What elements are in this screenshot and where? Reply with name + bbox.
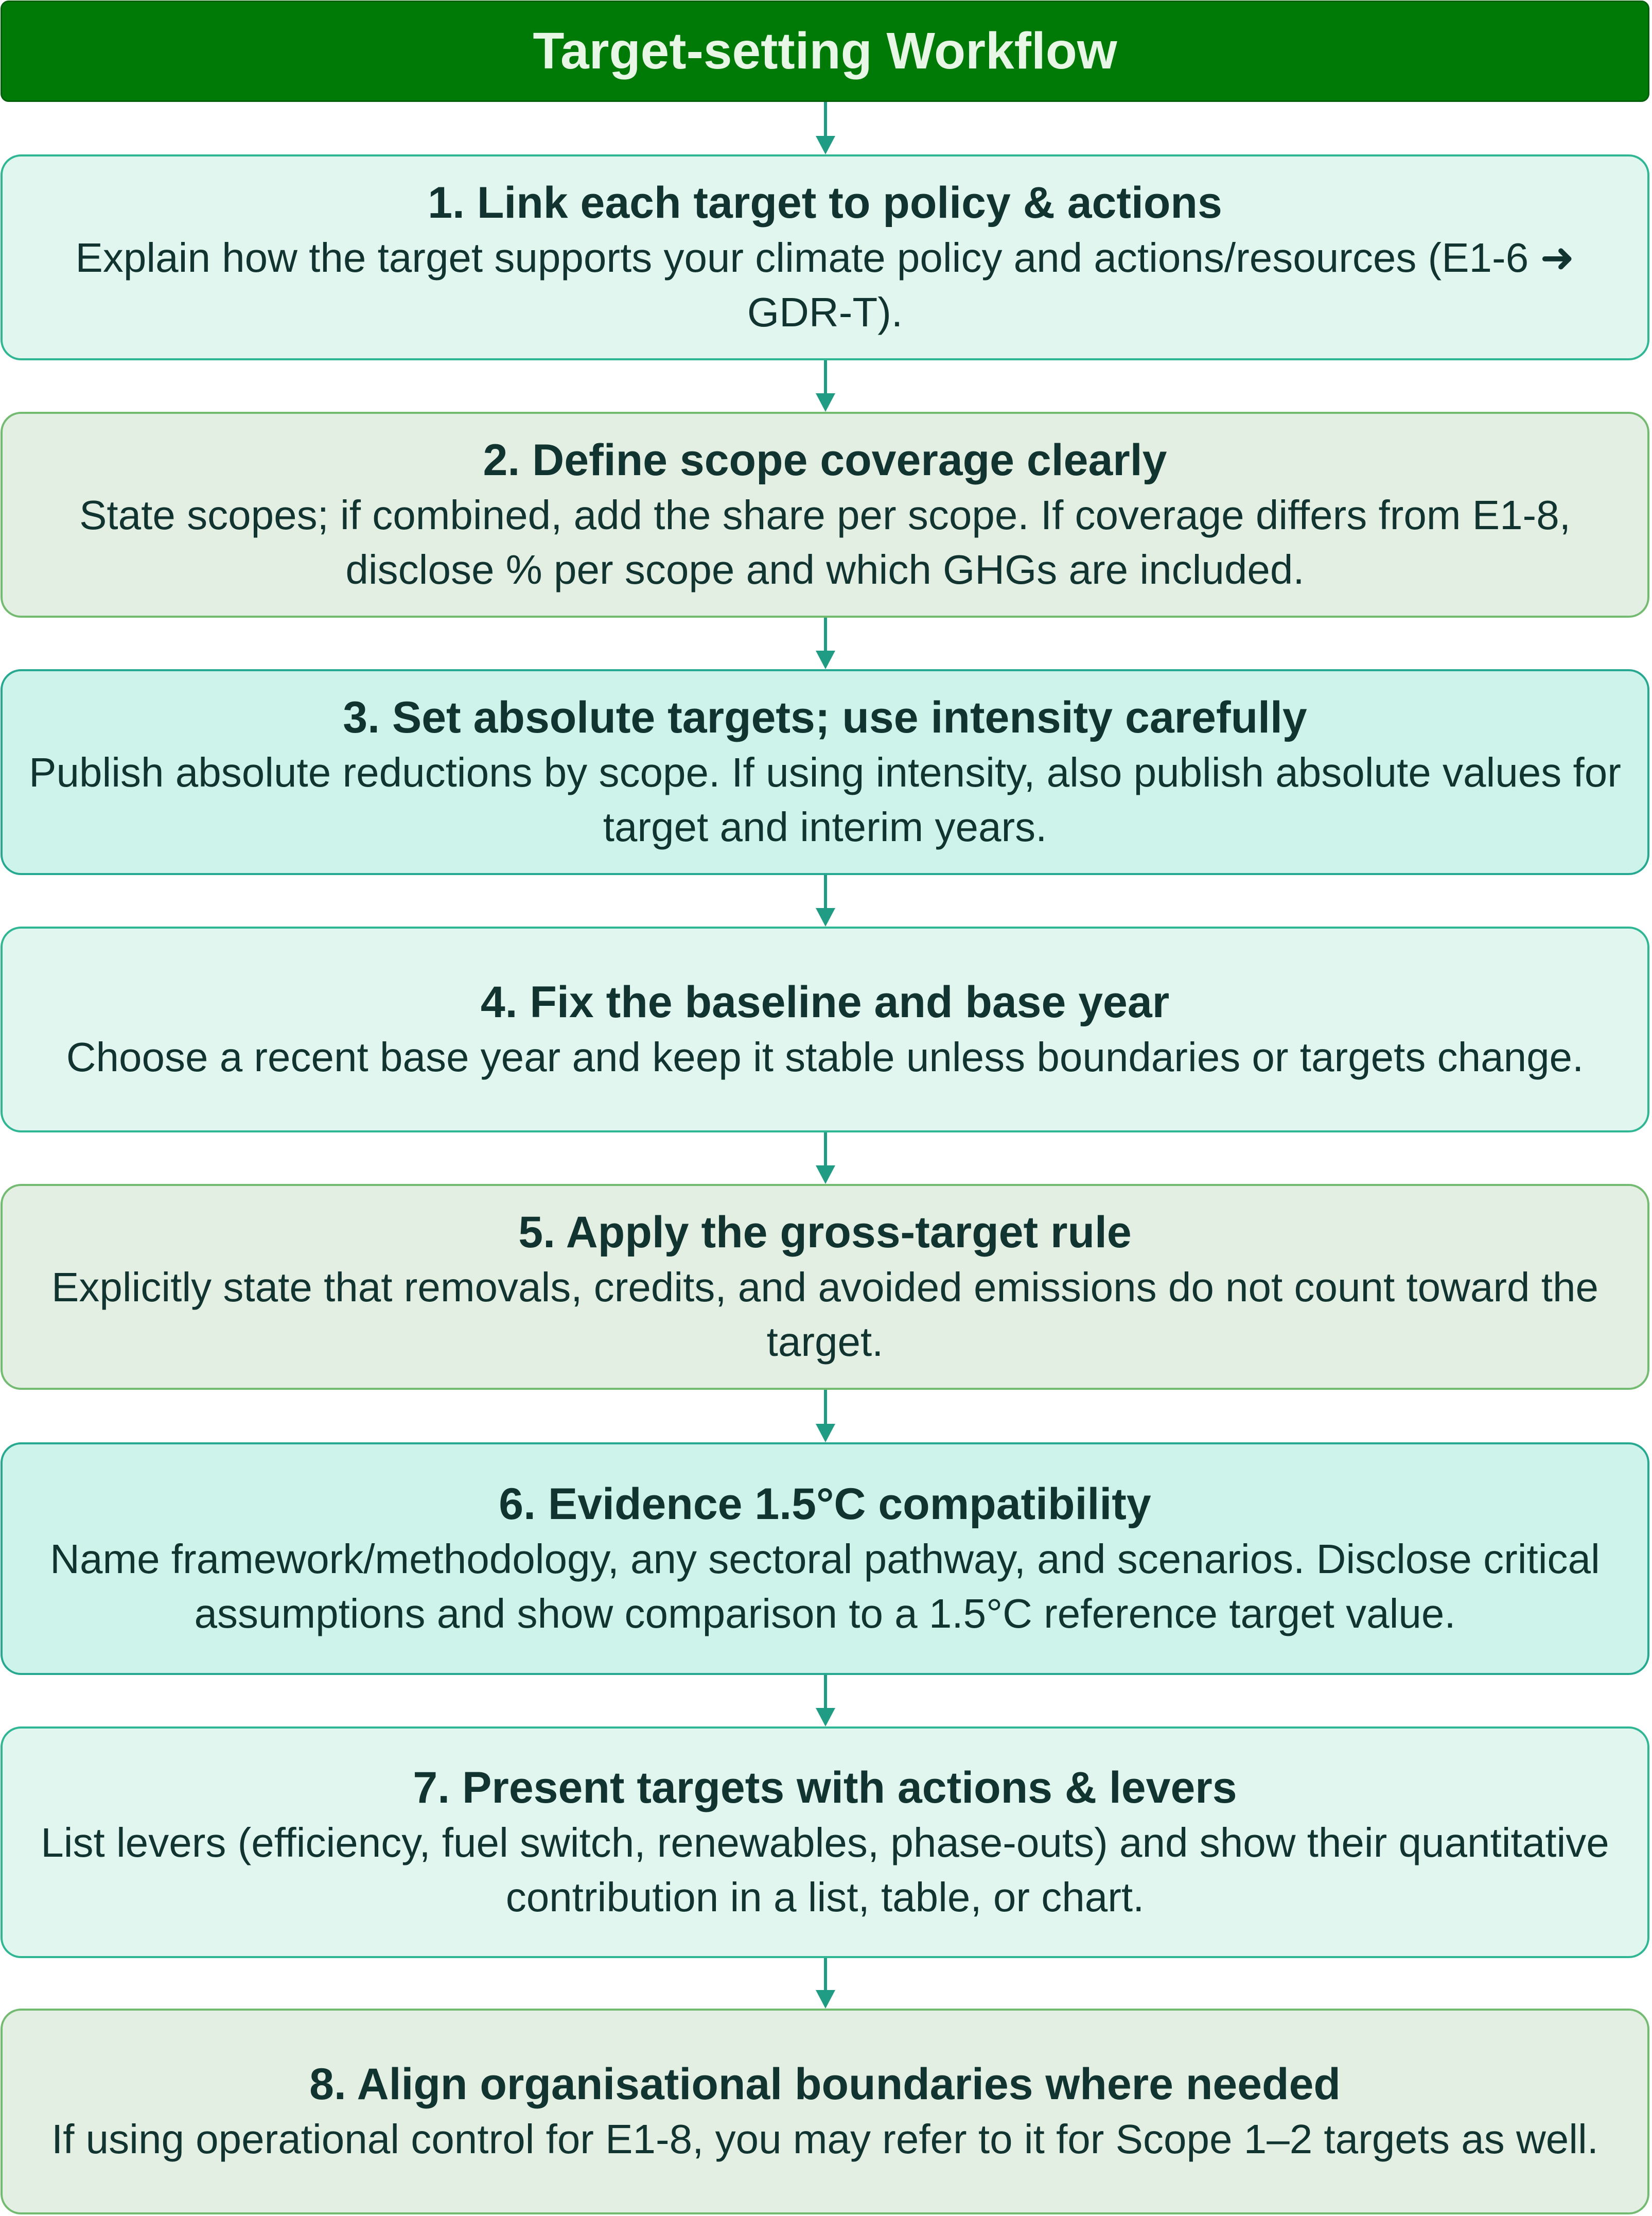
step-card-6 — [1, 1442, 1649, 1675]
step-description: If using operational control for E1-8, you may refer to it for Scope 1–2 targets as well. — [51, 2116, 1598, 2162]
step-description: State scopes; if combined, add the share per scope. If coverage differs from E1-8, disclose % per scope and which GHGs are included. — [79, 492, 1571, 592]
step-card-1 — [1, 154, 1649, 360]
connector-line — [824, 618, 827, 651]
step-title: 4. Fix the baseline and base year — [480, 978, 1170, 1027]
connector-line — [824, 1675, 827, 1708]
step-description: Explicitly state that removals, credits, and avoided emissions do not count toward the target. — [51, 1264, 1598, 1365]
arrow-down-icon — [816, 651, 835, 669]
connector-line — [824, 360, 827, 393]
arrow-down-icon — [816, 1424, 835, 1442]
step-title: 2. Define scope coverage clearly — [483, 435, 1167, 485]
arrow-down-icon — [816, 393, 835, 412]
arrow-down-icon — [816, 1165, 835, 1184]
connector-line — [824, 1958, 827, 1990]
connector-line — [824, 102, 827, 136]
step-title: 6. Evidence 1.5°C compatibility — [499, 1479, 1151, 1529]
step-description: List levers (efficiency, fuel switch, renewables, phase-outs) and show their quantitative contribution in a list, table, or chart. — [41, 1820, 1609, 1920]
arrow-down-icon — [816, 136, 835, 154]
step-card-4 — [1, 927, 1649, 1132]
connector-line — [824, 1132, 827, 1165]
step-description: Explain how the target supports your climate policy and actions/resources (E1-6 ➜ GDR-T). — [75, 235, 1575, 335]
step-card-5 — [1, 1184, 1649, 1390]
step-title: 3. Set absolute targets; use intensity carefully — [343, 693, 1307, 742]
step-description: Choose a recent base year and keep it stable unless boundaries or targets change. — [66, 1034, 1584, 1080]
step-card-3 — [1, 669, 1649, 875]
step-title: 1. Link each target to policy & actions — [428, 178, 1222, 228]
step-description: Name framework/methodology, any sectoral pathway, and scenarios. Disclose critical assumptions and show comparison to a 1.5°C reference target value. — [50, 1536, 1600, 1636]
connector-line — [824, 875, 827, 908]
step-card-2 — [1, 412, 1649, 618]
arrow-down-icon — [816, 908, 835, 927]
step-card-7 — [1, 1726, 1649, 1958]
connector-line — [824, 1390, 827, 1424]
workflow-title: Target-setting Workflow — [1, 1, 1649, 102]
arrow-down-icon — [816, 1708, 835, 1726]
step-card-8 — [1, 2009, 1649, 2214]
step-description: Publish absolute reductions by scope. If using intensity, also publish absolute values for target and interim years. — [29, 749, 1621, 850]
step-title: 8. Align organisational boundaries where needed — [309, 2060, 1341, 2109]
arrow-down-icon — [816, 1990, 835, 2009]
step-title: 5. Apply the gross-target rule — [518, 1208, 1132, 1257]
step-title: 7. Present targets with actions & levers — [413, 1763, 1237, 1812]
